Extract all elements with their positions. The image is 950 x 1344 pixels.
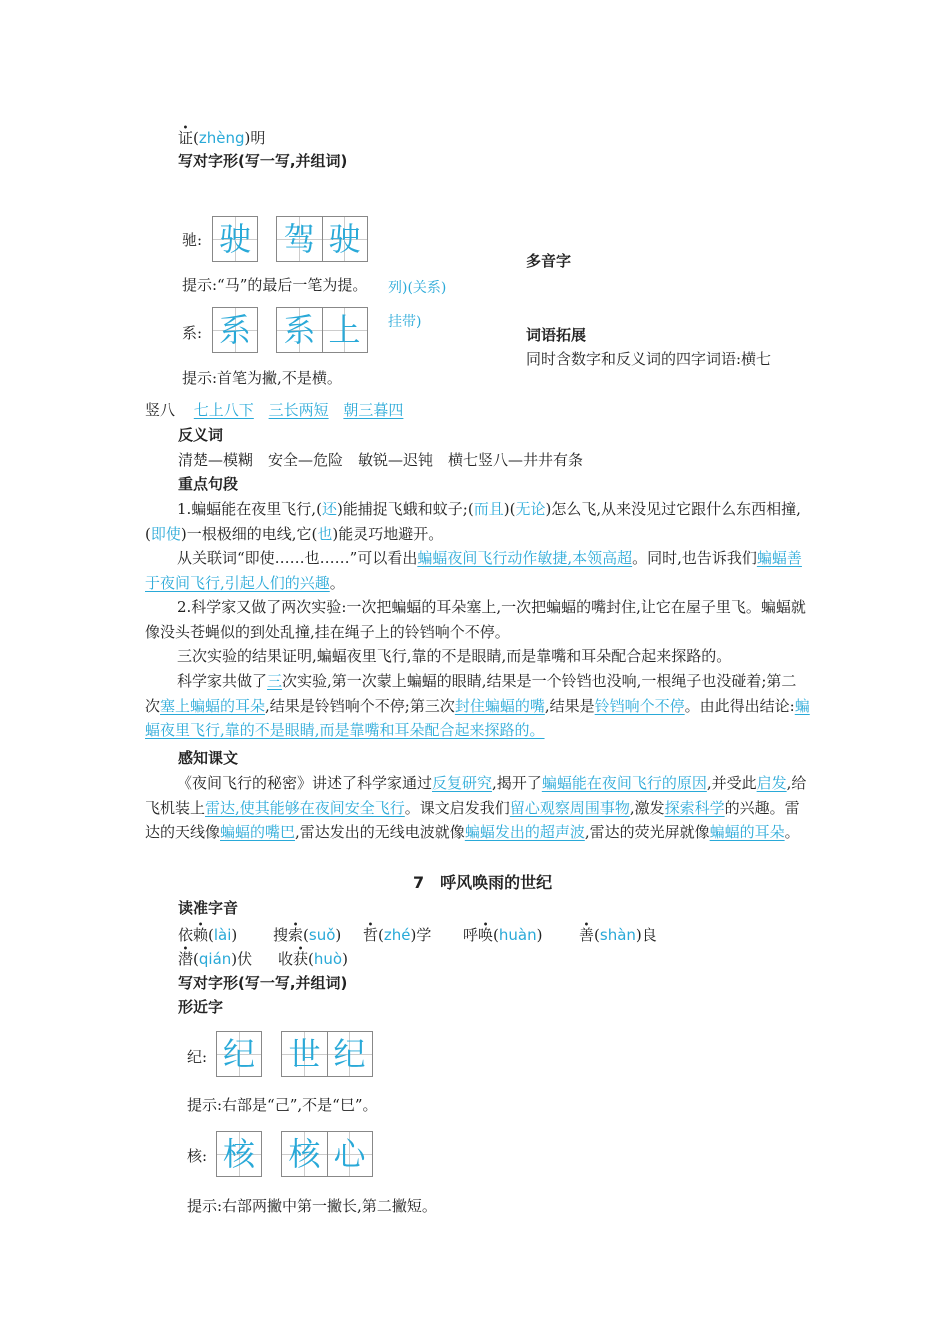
word-shouhuo-pre: 收 — [278, 950, 294, 968]
perceive-m: 的兴趣。雷达的天线像 — [145, 798, 800, 841]
word-shanliang-post: 良 — [641, 926, 657, 944]
xi-single-char: 系 — [218, 311, 251, 349]
word-sousuo: 搜索(suǒ) — [273, 926, 342, 944]
p2-answer-2: 蝙蝠善于夜间飞行,引起人们的兴趣 — [145, 549, 802, 592]
p3-answer-ears: 塞上蝙蝠的耳朵 — [160, 696, 266, 715]
p3-text-i: 。由此得出结论: — [684, 696, 795, 715]
word-qianfu: 潜(qián)伏 — [178, 950, 253, 968]
perceive-h: 雷达,使其能够在夜间安全飞行 — [205, 798, 405, 817]
s1-text-a: 1.蝙蝠能在夜里飞行,( — [177, 500, 322, 518]
p3-text-e: ,结果是铃铛响个不停;第三次 — [265, 696, 455, 715]
zheng-char: 证 — [178, 129, 194, 147]
idiom-3: 朝三暮四 — [343, 401, 404, 419]
word-zhexue-post: 学 — [416, 926, 432, 944]
word-shouhuo: 收获(huò) — [278, 950, 348, 968]
word-qianfu-dot: 潜 — [178, 950, 194, 968]
s1-answer-erqie: 而且 — [473, 500, 504, 518]
chi-overflow: 列)(关系) — [388, 280, 447, 296]
heading-antonyms: 反义词 — [178, 426, 224, 444]
word-yilai: 依赖(lài) — [178, 926, 238, 944]
chi-pair-b: 驶 — [328, 220, 361, 258]
chi-single-char: 驶 — [218, 220, 251, 258]
zheng-word: 证(zhèng)明 — [178, 129, 266, 147]
he-label: 核: — [187, 1147, 208, 1165]
heading-write-correct-2: 写对字形(写一写,并组词) — [178, 974, 348, 992]
s1-text-g: )怎么飞,从来没见过它跟什么东西相撞,( — [145, 500, 801, 543]
heading-key-sentences: 重点句段 — [178, 475, 239, 493]
perceive-p: 蝙蝠发出的超声波 — [464, 823, 585, 841]
ji-single-char: 纪 — [222, 1035, 255, 1073]
he-pair-box — [281, 1131, 373, 1177]
word-sousuo-dot: 索 — [288, 926, 304, 944]
p3-answer-bells: 铃铛响个不停 — [594, 696, 685, 715]
word-sousuo-pre: 搜 — [273, 926, 289, 944]
perceive-l: 探索科学 — [664, 798, 725, 817]
word-zhexue: 哲(zhé)学 — [363, 926, 432, 944]
s1-answer-jishi: 即使 — [150, 524, 181, 543]
perceive-e: ,并受此 — [706, 774, 757, 792]
p3-answer-count: 三 — [267, 672, 283, 690]
perceive-b: 反复研究 — [432, 774, 493, 792]
word-huhuan: 呼唤(huàn) — [463, 926, 543, 944]
he-pair-b: 心 — [333, 1135, 366, 1173]
perceive-q: ,雷达的荧光屏就像 — [584, 823, 710, 841]
perceive-g: ,给飞机装上 — [145, 774, 807, 817]
perceive-f: 启发 — [756, 774, 787, 792]
ji-single-box — [216, 1031, 262, 1077]
key-sentence-3: 三次实验的结果证明,蝙蝠夜里飞行,靠的不是眼睛,而是靠嘴和耳朵配合起来探路的。 — [177, 647, 732, 665]
xi-label: 系: — [182, 324, 203, 342]
word-shouhuo-dot: 获 — [293, 950, 309, 968]
perceive-c: ,揭开了 — [492, 774, 542, 792]
word-huhuan-pre: 呼 — [463, 926, 479, 944]
s1-text-e: )( — [503, 500, 516, 518]
word-yilai-pre: 依 — [178, 926, 194, 944]
p3-answer-conclusion: 蝙蝠夜里飞行,靠的不是眼睛,而是靠嘴和耳朵配合起来探路的。 — [145, 696, 810, 739]
perceive-d: 蝙蝠能在夜间飞行的原因 — [541, 774, 707, 792]
heading-perceive: 感知课文 — [178, 749, 239, 767]
chi-single-box — [212, 216, 258, 262]
chi-label: 驰: — [182, 231, 203, 249]
idioms-line — [145, 398, 403, 422]
idiom-1: 七上八下 — [193, 401, 254, 419]
idiom-2: 三长两短 — [268, 401, 329, 419]
word-sousuo-py: suǒ — [308, 926, 336, 944]
s1-text-c: )能捕捉飞蛾和蚊子;( — [336, 500, 474, 518]
word-qianfu-post: 伏 — [237, 950, 253, 968]
he-hint: 提示:右部两撇中第一撇长,第二撇短。 — [187, 1197, 437, 1215]
s1-text-i: )一根极细的电线,它( — [180, 524, 318, 543]
zheng-pinyin: zhèng — [198, 129, 245, 147]
heading-read-pronunciation: 读准字音 — [178, 899, 239, 917]
zheng-after: 明 — [250, 129, 266, 147]
word-huhuan-dot: 唤 — [478, 926, 494, 944]
heading-extension: 词语拓展 — [526, 326, 587, 344]
perceive-s: 。 — [784, 823, 800, 841]
lesson7-title: 7 呼风唤雨的世纪 — [413, 873, 553, 892]
xi-hint: 提示:首笔为撇,不是横。 — [182, 369, 342, 387]
perceive-r: 蝙蝠的耳朵 — [709, 823, 785, 841]
chi-pair-box — [276, 216, 368, 262]
he-pair-a: 核 — [288, 1135, 321, 1173]
perceive-a: 《夜间飞行的秘密》讲述了科学家通过 — [177, 774, 433, 792]
perceive-o: ,雷达发出的无线电波就像 — [295, 823, 465, 841]
ji-pair-box — [281, 1031, 373, 1077]
p3-answer-mouth: 封住蝙蝠的嘴 — [454, 696, 545, 715]
word-yilai-py: lài — [213, 926, 232, 944]
key-analysis-2 — [145, 669, 810, 743]
antonyms-text: 清楚—模糊 安全—危险 敏锐—迟钝 横七竖八—井井有条 — [178, 451, 584, 469]
heading-polyphone: 多音字 — [526, 252, 572, 270]
s1-answer-hai: 还 — [321, 500, 337, 518]
p3-text-g: ,结果是 — [544, 696, 595, 715]
xi-overflow: 挂带) — [388, 314, 422, 330]
key-sentence-1 — [145, 497, 810, 546]
perceive-i: 。课文启发我们 — [404, 798, 510, 817]
idioms-lead: 竖八 — [145, 401, 176, 419]
word-shanliang-py: shàn — [599, 926, 636, 944]
ji-label: 纪: — [187, 1048, 208, 1066]
key-analysis-1 — [145, 546, 810, 595]
heading-write-correct: 写对字形(写一写,并组词) — [178, 152, 348, 170]
he-single-box — [216, 1131, 262, 1177]
p2-text-a: 从关联词“即使……也……”可以看出 — [177, 549, 418, 567]
xi-single-box — [212, 307, 258, 353]
ji-pair-a: 世 — [288, 1035, 321, 1073]
word-shanliang-dot: 善 — [579, 926, 595, 944]
s1-answer-wulun: 无论 — [515, 500, 546, 518]
word-huhuan-py: huàn — [498, 926, 537, 944]
word-yilai-dot: 赖 — [193, 926, 209, 944]
xi-pair-box — [276, 307, 368, 353]
s1-answer-ye: 也 — [317, 524, 333, 543]
xi-pair-b: 上 — [328, 311, 361, 349]
p2-text-e: 。 — [329, 573, 345, 592]
word-shouhuo-py: huò — [313, 950, 343, 968]
word-qianfu-py: qián — [198, 950, 232, 968]
perceive-k: ,激发 — [629, 798, 665, 817]
word-shanliang: 善(shàn)良 — [579, 926, 657, 944]
ji-pair-b: 纪 — [333, 1035, 366, 1073]
p3-text-a: 科学家共做了 — [177, 672, 268, 690]
s1-text-k: )能灵巧地避开。 — [332, 524, 444, 543]
extension-text: 同时含数字和反义词的四字词语:横七 — [526, 350, 772, 368]
perceive-j: 留心观察周围事物 — [509, 798, 630, 817]
chi-pair-a: 驾 — [283, 220, 316, 258]
word-zhexue-py: zhé — [383, 926, 411, 944]
perceive-n: 蝙蝠的嘴巴 — [220, 823, 296, 841]
chi-hint: 提示:“马”的最后一笔为提。 — [182, 276, 368, 294]
ji-hint: 提示:右部是“己”,不是“巳”。 — [187, 1096, 378, 1114]
xi-pair-a: 系 — [283, 311, 316, 349]
p2-text-c: 。同时,也告诉我们 — [632, 549, 757, 567]
word-zhexue-dot: 哲 — [363, 926, 379, 944]
p3-text-c: 次实验,第一次蒙上蝙蝠的眼睛,结果是一个铃铛也没响,一根绳子也没碰着;第二次 — [145, 672, 797, 715]
key-sentence-2: 2.科学家又做了两次实验:一次把蝙蝠的耳朵塞上,一次把蝙蝠的嘴封住,让它在屋子里飞。蝙蝠就像没头苍蝇似的到处乱撞,挂在绳子上的铃铛响个不停。 — [145, 598, 806, 641]
heading-similar-chars: 形近字 — [178, 998, 224, 1016]
p2-answer-1: 蝙蝠夜间飞行动作敏捷,本领高超 — [417, 549, 633, 567]
he-single-char: 核 — [222, 1135, 255, 1173]
perceive-paragraph — [145, 771, 810, 845]
